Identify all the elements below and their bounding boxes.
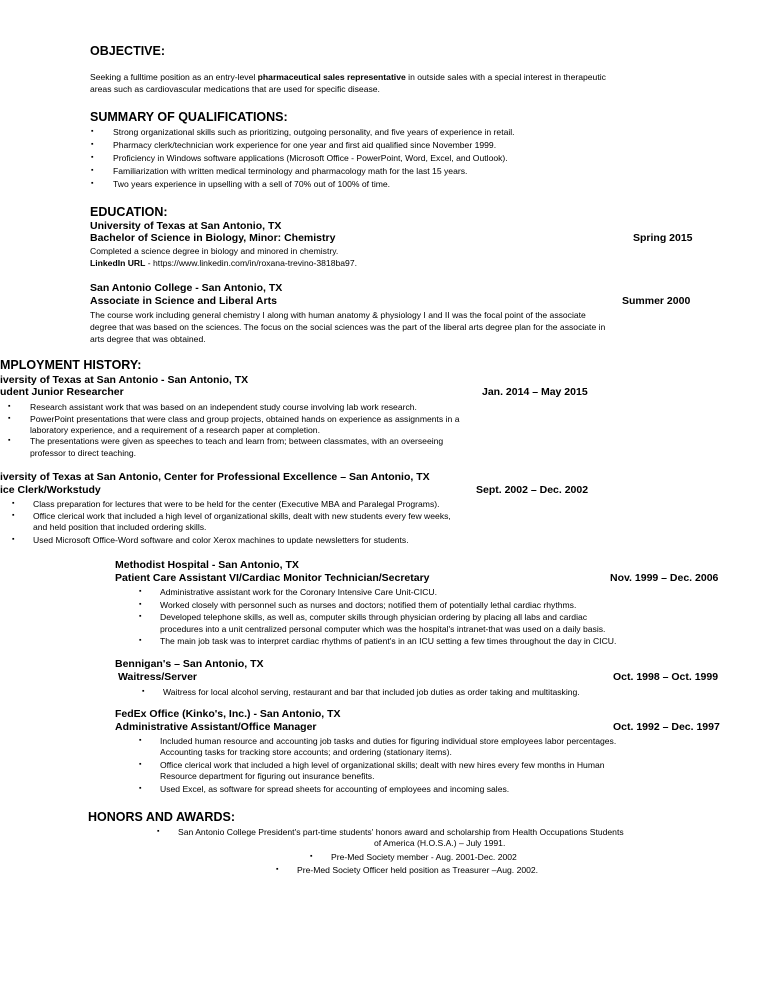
job-bullet-cont: Accounting tasks for tracking store accounts; and ordering (stationary items). <box>160 747 452 757</box>
job-bullet: Worked closely with personnel such as nurses and doctors; notified them of potentially lethal cardiac rhythms. <box>160 600 577 610</box>
job-title: Administrative Assistant/Office Manager <box>115 721 317 733</box>
bullet-icon: ▪ <box>139 761 142 768</box>
bullet-icon: ▪ <box>139 601 142 608</box>
job-bullet: Used Excel, as software for spread sheets for accounting of employees and incoming sales. <box>160 784 510 794</box>
job-date: Jan. 2014 – May 2015 <box>482 386 588 398</box>
bullet-icon: ▪ <box>91 180 94 187</box>
honor-item: Pre-Med Society Officer held position as Treasurer –Aug. 2002. <box>297 865 539 875</box>
job-bullet: Administrative assistant work for the Coronary Intensive Care Unit-CICU. <box>160 587 438 597</box>
bullet-icon: ▪ <box>8 403 11 410</box>
bullet-icon: ▪ <box>8 415 11 422</box>
bullet-icon: ▪ <box>139 588 142 595</box>
job-title: ice Clerk/Workstudy <box>0 484 101 496</box>
summary-item: Familiarization with written medical terminology and pharmacology math for the last 15 years. <box>113 166 468 176</box>
job-bullet: The presentations were given as speeches to teach and learn from; between classmates, with an overseeing <box>30 436 444 446</box>
linkedin-line[interactable] <box>90 257 357 269</box>
job-bullet-cont: procedures into a unit centralized personal computer which was the hospital's intranet-that was used on a daily basis. <box>160 624 606 634</box>
education-detail: The course work including general chemistry I along with human anatomy & physiology I and II was the focal point of the associate <box>90 310 586 320</box>
job-bullet: The main job task was to interpret cardiac rhythms of patient's in an ICU setting a few times throughout the day in CICU. <box>160 636 617 646</box>
bullet-icon: ▪ <box>91 128 94 135</box>
education-detail: degree that was based on the sciences. The focus on the social sciences was the part of the liberal arts degree plan for the associate in <box>90 322 606 332</box>
job-bullet: Included human resource and accounting job tasks and duties for figuring individual store employees labor percentages. <box>160 736 617 746</box>
job-bullet: Developed telephone skills, as well as, computer skills through physician ordering by placing all labs and cardiac <box>160 612 588 622</box>
education-date: Summer 2000 <box>622 295 691 307</box>
bullet-icon: ▪ <box>12 500 15 507</box>
job-title: udent Junior Researcher <box>0 386 124 398</box>
job-employer: iversity of Texas at San Antonio, Center for Professional Excellence – San Antonio, TX <box>0 471 430 483</box>
bullet-icon: ▪ <box>310 853 313 860</box>
honor-item-cont: of America (H.O.S.A.) – July 1991. <box>374 838 506 848</box>
education-degree: Bachelor of Science in Biology, Minor: Chemistry <box>90 232 336 244</box>
education-school: University of Texas at San Antonio, TX <box>90 220 282 232</box>
bullet-icon: ▪ <box>91 141 94 148</box>
job-bullet: Used Microsoft Office-Word software and color Xerox machines to update newsletters for students. <box>33 535 409 545</box>
education-degree: Associate in Science and Liberal Arts <box>90 295 277 307</box>
job-employer: Bennigan's – San Antonio, TX <box>115 658 264 670</box>
job-bullet: PowerPoint presentations that were class and group projects, obtained hands on experience as assignments in a <box>30 414 460 424</box>
job-bullet-cont: Resource department for figuring out insurance benefits. <box>160 771 375 781</box>
bullet-icon: ▪ <box>157 828 160 835</box>
job-bullet-cont: laboratory experience, and a requirement of a research paper at completion. <box>30 425 320 435</box>
job-title: Patient Care Assistant VI/Cardiac Monitor Technician/Secretary <box>115 572 430 584</box>
job-date: Nov. 1999 – Dec. 2006 <box>610 572 719 584</box>
bullet-icon: ▪ <box>139 637 142 644</box>
objective-line-1: Seeking a fulltime position as an entry-level pharmaceutical sales representative in outside sales with a special interest in therapeutic <box>90 72 606 82</box>
summary-item: Two years experience in upselling with a sell of 70% out of 100% of time. <box>113 179 391 189</box>
bullet-icon: ▪ <box>139 613 142 620</box>
objective-heading: OBJECTIVE: <box>90 44 166 58</box>
job-bullet: Class preparation for lectures that were to be held for the center (Executive MBA and Paralegal Programs). <box>33 499 440 509</box>
job-employer: Methodist Hospital - San Antonio, TX <box>115 559 299 571</box>
bullet-icon: ▪ <box>139 785 142 792</box>
linkedin-url[interactable]: - https://www.linkedin.com/in/roxana-trevino-3818ba97. <box>145 258 357 268</box>
honor-item: Pre-Med Society member - Aug. 2001-Dec. 2002 <box>331 852 517 862</box>
bullet-icon: ▪ <box>91 167 94 174</box>
bullet-icon: ▪ <box>139 737 142 744</box>
honors-heading: HONORS AND AWARDS: <box>88 810 235 824</box>
summary-item: Proficiency in Windows software applications (Microsoft Office - PowerPoint, Word, Excel, and Outlook). <box>113 153 508 163</box>
bullet-icon: ▪ <box>12 512 15 519</box>
education-heading: EDUCATION: <box>90 205 168 219</box>
linkedin-label: LinkedIn URL <box>90 258 146 268</box>
job-bullet: Research assistant work that was based on an independent study course involving lab work research. <box>30 402 417 412</box>
summary-heading: SUMMARY OF QUALIFICATIONS: <box>90 110 288 124</box>
job-bullet: Office clerical work that included a high level of organizational skills; dealt with new hires every few months in Human <box>160 760 605 770</box>
honor-item: San Antonio College President's part-time students' honors award and scholarship from Health Occupations Students <box>178 827 624 837</box>
job-bullet: Waitress for local alcohol serving, restaurant and bar that included job duties as order taking and multitasking. <box>163 687 580 697</box>
education-school: San Antonio College - San Antonio, TX <box>90 282 283 294</box>
job-employer: iversity of Texas at San Antonio - San Antonio, TX <box>0 374 249 386</box>
education-detail: Completed a science degree in biology and minored in chemistry. <box>90 246 339 256</box>
bullet-icon: ▪ <box>12 536 15 543</box>
job-bullet: Office clerical work that included a high level of organizational skills, dealt with new students every few weeks, <box>33 511 451 521</box>
education-date: Spring 2015 <box>633 232 693 244</box>
job-date: Oct. 1998 – Oct. 1999 <box>613 671 719 683</box>
job-title: Waitress/Server <box>118 671 197 683</box>
job-bullet-cont: professor to direct teaching. <box>30 448 137 458</box>
summary-item: Pharmacy clerk/technician work experience for one year and first aid qualified since November 1999. <box>113 140 497 150</box>
summary-item: Strong organizational skills such as prioritizing, outgoing personality, and five years of experience in retail. <box>113 127 515 137</box>
job-bullet-cont: and held position that included ordering skills. <box>33 522 207 532</box>
bullet-icon: ▪ <box>276 866 279 873</box>
job-date: Oct. 1992 – Dec. 1997 <box>613 721 720 733</box>
objective-line-2: areas such as cardiovascular medications that are used for specific disease. <box>90 84 380 94</box>
bullet-icon: ▪ <box>8 437 11 444</box>
job-employer: FedEx Office (Kinko's, Inc.) - San Antonio, TX <box>115 708 341 720</box>
objective-highlight: pharmaceutical sales representative <box>257 72 406 82</box>
job-date: Sept. 2002 – Dec. 2002 <box>476 484 589 496</box>
bullet-icon: ▪ <box>142 688 145 695</box>
employment-heading: MPLOYMENT HISTORY: <box>0 358 142 372</box>
education-detail: arts degree that was obtained. <box>90 334 206 344</box>
bullet-icon: ▪ <box>91 154 94 161</box>
